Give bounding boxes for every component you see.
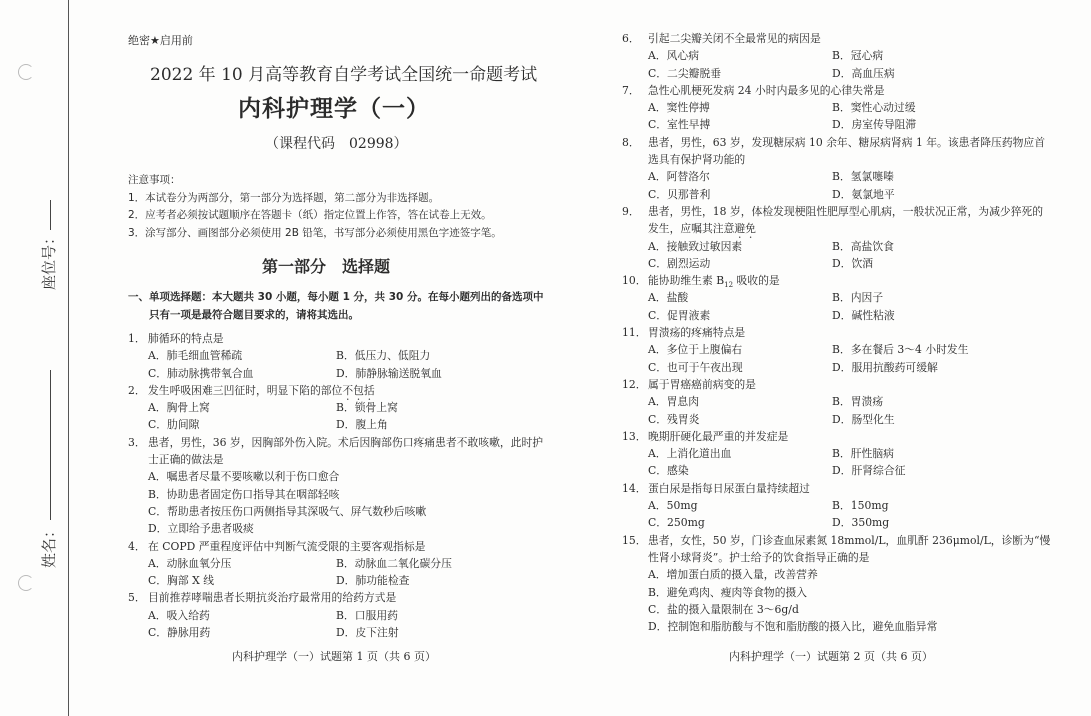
punch-hole [18, 575, 34, 591]
instruction-line: 一、单项选择题：本大题共 30 小题，每小题 1 分，共 30 分。在每小题列出的备选项中 [128, 291, 544, 303]
answer-option[interactable]: C．残胃炎 [648, 412, 700, 426]
question-stem [622, 30, 1050, 47]
answer-option[interactable]: A．风心病 [648, 49, 699, 63]
answer-option[interactable]: B．150mg [832, 499, 889, 513]
option-row [622, 462, 1050, 479]
notice-item: 3．涂写部分、画图部分必须使用 2B 铅笔，书写部分必须使用黑色字迹签字笔。 [128, 226, 502, 239]
option-row [622, 411, 1050, 428]
stem-emphasis: 避免 [734, 222, 756, 236]
question-stem [622, 220, 1050, 237]
course-code: （课程代码 02998） [265, 136, 408, 152]
questions-page-1 [128, 330, 543, 641]
answer-option[interactable]: A．阿替洛尔 [648, 170, 710, 184]
stem-text: 引起二尖瓣关闭不全最常见的病因是 [648, 32, 821, 45]
stem-text: 选具有保护肾功能的 [648, 153, 746, 167]
question-number: 10． [622, 274, 647, 288]
question-stem [128, 382, 543, 399]
option-row [128, 624, 543, 641]
answer-option[interactable]: C．促胃液素 [648, 308, 711, 322]
answer-option[interactable]: B．避免鸡肉、瘦肉等食物的摄入 [648, 585, 808, 599]
stem-text: 士正确的做法是 [148, 453, 224, 467]
answer-option[interactable]: A．窦性停搏 [648, 101, 710, 115]
question-number: 5． [128, 591, 146, 605]
answer-option[interactable]: C．肋间隙 [148, 418, 200, 432]
question-stem [622, 134, 1050, 151]
answer-option[interactable]: A．胸骨上窝 [148, 401, 210, 415]
instruction-line: 只有一项是最符合题目要求的，请将其选出。 [128, 308, 359, 321]
option-row [622, 341, 1050, 358]
stem-text: 属于胃癌癌前病变的是 [648, 377, 756, 391]
binding-line [68, 0, 69, 716]
option-row [622, 47, 1050, 64]
answer-option[interactable]: B．口服用药 [336, 608, 398, 622]
answer-option[interactable]: D．肠型化生 [832, 412, 895, 426]
answer-option[interactable]: A．接触致过敏因素 [648, 239, 743, 253]
name-label: 姓名： [40, 522, 58, 568]
answer-option[interactable]: C．肺动脉携带氧合血 [148, 366, 254, 380]
answer-option[interactable]: D．肝肾综合征 [832, 464, 906, 478]
notice-title: 注意事项： [128, 174, 181, 186]
answer-option[interactable]: D．腹上角 [336, 418, 388, 432]
option-row [622, 65, 1050, 82]
answer-option[interactable]: B．锁骨上窝 [336, 401, 398, 415]
stem-text: 目前推荐哮喘患者长期抗炎治疗最常用的给药方式是 [148, 591, 397, 605]
confidential-mark: 绝密★启用前 [128, 34, 193, 47]
question-stem [622, 203, 1050, 220]
seat-number-blank[interactable] [50, 200, 51, 230]
answer-option[interactable]: A．上消化道出血 [648, 447, 732, 461]
answer-option[interactable]: A．盐酸 [648, 291, 689, 305]
stem-text: 患者，男性，63 岁，发现糖尿病 10 余年、糖尿病肾病 1 年。该患者降压药物应首 [648, 135, 1046, 149]
question-stem [622, 151, 1050, 168]
question-number: 14． [622, 481, 647, 495]
name-blank[interactable] [50, 370, 51, 520]
question-number: 12． [622, 377, 647, 391]
notice-item: 2．应考者必须按试题顺序在答题卡（纸）指定位置上作答，答在试卷上无效。 [128, 209, 492, 221]
answer-option[interactable]: C．二尖瓣脱垂 [648, 66, 722, 80]
question-stem [622, 272, 1050, 289]
stem-text: 患者，男性，18 岁，体检发现梗阻性肥厚型心肌病，一般状况正常，为减少猝死的 [648, 204, 1044, 218]
stem-text: 蛋白尿是指每日尿蛋白量持续超过 [648, 481, 810, 495]
answer-option[interactable]: A．动脉血氧分压 [148, 556, 232, 570]
answer-option[interactable]: C．室性早搏 [648, 118, 711, 132]
answer-option[interactable]: B．冠心病 [832, 49, 884, 63]
answer-option[interactable]: A．多位于上腹偏右 [648, 343, 743, 357]
answer-option[interactable]: A．增加蛋白质的摄入量，改善营养 [648, 568, 818, 582]
answer-option[interactable]: D．立即给予患者吸痰 [148, 522, 254, 536]
stem-text: 在 COPD 严重程度评估中判断气流受限的主要客观指标是 [148, 539, 426, 553]
answer-option[interactable]: B．多在餐后 3～4 小时发生 [832, 343, 969, 357]
notice-section [128, 172, 502, 242]
answer-option[interactable]: A．嘱患者尽量不要咳嗽以利于伤口愈合 [148, 470, 340, 484]
answer-option[interactable]: C．剧烈运动 [648, 256, 711, 270]
option-row [128, 555, 543, 572]
answer-option[interactable]: D．氨氯地平 [832, 187, 895, 201]
answer-option[interactable]: D．服用抗酸药可缓解 [832, 360, 938, 374]
option-row [622, 307, 1050, 324]
answer-option[interactable]: C．帮助患者按压伤口两侧指导其深吸气、屏气数秒后咳嗽 [148, 504, 427, 518]
answer-option[interactable]: D．房室传导阻滞 [832, 118, 917, 132]
question-stem [128, 330, 543, 347]
option-row [622, 497, 1050, 514]
answer-option[interactable]: D．皮下注射 [336, 626, 399, 640]
answer-option[interactable]: D．饮酒 [832, 256, 874, 270]
stem-text: 肺循环的特点是 [148, 332, 224, 345]
stem-text: 能协助维生素 B [648, 274, 725, 288]
answer-option[interactable]: B．内因子 [832, 291, 884, 305]
answer-option[interactable]: D．肺静脉输送脱氧血 [336, 366, 442, 380]
answer-option[interactable]: B．高盐饮食 [832, 239, 894, 253]
question-stem [622, 82, 1050, 99]
answer-option[interactable]: A．50mg [648, 499, 698, 513]
answer-option[interactable]: C．静脉用药 [148, 626, 211, 640]
page-footer-1: 内科护理学（一）试题第 1 页（共 6 页） [232, 650, 436, 663]
stem-text: 晚期肝硬化最严重的并发症是 [648, 429, 789, 443]
stem-subscript: 12 [724, 281, 734, 290]
part-title: 第一部分 选择题 [262, 257, 391, 276]
answer-option[interactable]: D．控制饱和脂肪酸与不饱和脂肪酸的摄入比，避免血脂异常 [648, 620, 938, 634]
answer-option[interactable]: A．胃息肉 [648, 395, 699, 409]
subject-title: 内科护理学（一） [238, 96, 430, 122]
option-row [622, 514, 1050, 531]
stem-text: 吸收的是 [733, 274, 780, 288]
option-row [622, 255, 1050, 272]
question-stem [128, 434, 543, 451]
option-row [128, 416, 543, 433]
option-row [622, 99, 1050, 116]
answer-option[interactable]: B．低压力、低阻力 [336, 349, 431, 363]
option-row [622, 393, 1050, 410]
answer-option[interactable]: B．协助患者固定伤口指导其在咽部轻咳 [148, 487, 340, 501]
question-number: 15． [622, 533, 647, 547]
question-number: 2． [128, 383, 146, 397]
question-stem [128, 451, 543, 468]
answer-option[interactable]: D．肺功能检查 [336, 574, 410, 588]
page-footer-2: 内科护理学（一）试题第 2 页（共 6 页） [729, 650, 933, 663]
question-number: 11． [622, 326, 647, 340]
option-row [128, 365, 543, 382]
answer-option[interactable]: B．氢氯噻嗪 [832, 170, 894, 184]
answer-option[interactable]: C．贝那普利 [648, 187, 711, 201]
answer-option[interactable]: C．盐的摄入量限制在 3～6g/d [648, 602, 799, 616]
answer-option[interactable]: C．感染 [648, 464, 689, 478]
answer-option[interactable]: B．窦性心动过缓 [832, 101, 916, 115]
answer-option[interactable]: B．肝性脑病 [832, 447, 894, 461]
question-number: 9． [622, 204, 640, 218]
question-stem [622, 532, 1050, 549]
punch-hole [18, 64, 34, 80]
option-row [622, 116, 1050, 133]
question-stem [128, 589, 543, 606]
question-stem [128, 538, 543, 555]
question-stem [622, 324, 1050, 341]
option-row [622, 186, 1050, 203]
seat-number-label: 座位号： [40, 229, 58, 290]
question-number: 8． [622, 135, 640, 149]
answer-option[interactable]: D．高血压病 [832, 66, 895, 80]
notice-item: 1．本试卷分为两部分，第一部分为选择题，第二部分为非选择题。 [128, 191, 440, 204]
question-number: 7． [622, 83, 640, 97]
option-row [622, 238, 1050, 255]
answer-option[interactable]: C．250mg [648, 516, 705, 530]
question-stem [622, 549, 1050, 566]
question-number: 3． [128, 435, 146, 449]
stem-emphasis: 不包括 [342, 383, 375, 397]
exam-title: 2022 年 10 月高等教育自学考试全国统一命题考试 [150, 65, 538, 85]
stem-text: 患者，女性，50 岁，门诊查血尿素氮 18mmol/L，血肌酐 236μmol/L，诊断为“慢 [648, 533, 1051, 547]
option-row [128, 399, 543, 416]
answer-option[interactable]: D．碱性粘液 [832, 308, 895, 322]
question-number: 4． [128, 539, 146, 553]
stem-text: 发生呼吸困难三凹征时，明显下陷的部位 [148, 383, 343, 397]
answer-option[interactable]: B．动脉血二氧化碳分压 [336, 556, 452, 570]
option-row [128, 607, 543, 624]
questions-page-2 [622, 30, 1050, 635]
option-row [622, 359, 1050, 376]
option-row [128, 572, 543, 589]
question-number: 1． [128, 332, 146, 345]
option-row [622, 168, 1050, 185]
answer-option[interactable]: D．350mg [832, 516, 890, 530]
stem-text: 患者，男性，36 岁，因胸部外伤入院。术后因胸部伤口疼痛患者不敢咳嗽，此时护 [148, 435, 544, 449]
answer-option[interactable]: A．吸入给药 [148, 608, 210, 622]
answer-option[interactable]: C．胸部 X 线 [148, 574, 214, 588]
question-stem [622, 376, 1050, 393]
question-number: 13． [622, 429, 647, 443]
option-row [622, 445, 1050, 462]
section-instruction [128, 289, 543, 324]
option-row [128, 347, 543, 364]
answer-option[interactable]: B．胃溃疡 [832, 395, 884, 409]
question-stem [622, 428, 1050, 445]
stem-text: 性肾小球肾炎”。护士给予的饮食指导正确的是 [648, 550, 870, 564]
option-row [622, 289, 1050, 306]
stem-text: 急性心肌梗死发病 24 小时内最多见的心律失常是 [648, 83, 885, 97]
answer-option[interactable]: A．肺毛细血管稀疏 [148, 349, 243, 363]
stem-text: 胃溃疡的疼痛特点是 [648, 326, 746, 340]
answer-option[interactable]: C．也可于午夜出现 [648, 360, 743, 374]
stem-text: 发生，应嘱其注意 [648, 222, 735, 236]
question-stem [622, 480, 1050, 497]
question-number: 6． [622, 32, 640, 45]
